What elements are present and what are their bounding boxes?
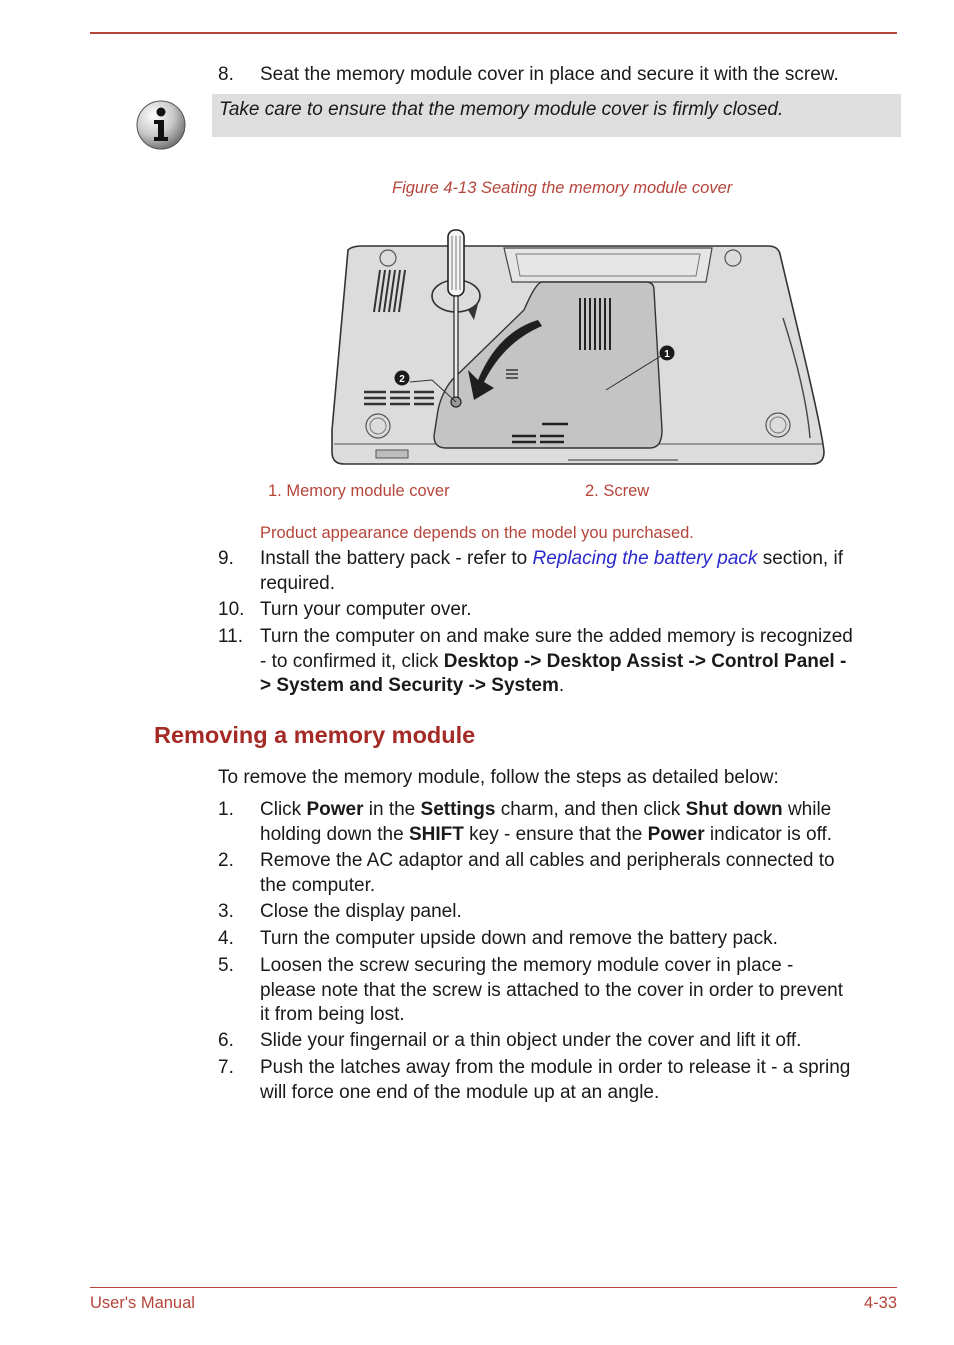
step-number: 11. (218, 626, 244, 647)
footer-manual-title: User's Manual (90, 1294, 195, 1312)
figure-caption: Figure 4-13 Seating the memory module cover (392, 179, 733, 197)
replacing-battery-pack-link[interactable]: Replacing the battery pack (532, 548, 758, 569)
step-text: Slide your fingernail or a thin object under the cover and lift it off. (260, 1030, 802, 1051)
step-text: Click Power in the Settings charm, and then click Shut down while holding down the SHIFT key - ensure that the Power indicator is off. (260, 799, 833, 845)
step-number: 6. (218, 1030, 234, 1051)
step-text: Loosen the screw securing the memory module cover in place - please note that the screw is attached to the cover in order to prevent it from being lost. (260, 955, 844, 1025)
step-text: Remove the AC adaptor and all cables and peripherals connected to the computer. (260, 850, 835, 896)
header-rule (90, 32, 897, 34)
step-number: 2. (218, 850, 234, 871)
step-number: 3. (218, 901, 234, 922)
svg-text:1: 1 (664, 349, 670, 360)
step-number: 10. (218, 599, 245, 620)
step-text: Close the display panel. (260, 901, 462, 922)
step-number: 9. (218, 548, 234, 569)
svg-text:2: 2 (399, 374, 405, 385)
step-text: Push the latches away from the module in order to release it - a spring will force one end of the module up at an angle. (260, 1057, 851, 1103)
footer-rule (90, 1287, 897, 1288)
footer-page-number: 4-33 (863, 1294, 897, 1312)
step-text: Install the battery pack - refer to Replacing the battery pack section, if required. (260, 548, 843, 594)
step-text: Turn the computer on and make sure the added memory is recognized - to confirmed it, click Desktop -> Desktop Assist -> Control Panel - > System and Security -> System. (260, 626, 853, 696)
note-text: Take care to ensure that the memory module cover is firmly closed. (219, 99, 784, 120)
info-icon (135, 99, 187, 151)
legend-memory-module-cover: 1. Memory module cover (268, 482, 450, 500)
section-intro: To remove the memory module, follow the steps as detailed below: (218, 767, 779, 788)
laptop-bottom-illustration (328, 220, 828, 472)
step-text: Turn your computer over. (260, 599, 472, 620)
step-number: 4. (218, 928, 234, 949)
callout-1 (660, 346, 675, 361)
step-number: 7. (218, 1057, 234, 1078)
step-text: Seat the memory module cover in place and secure it with the screw. (260, 64, 839, 85)
step-number: 1. (218, 799, 234, 820)
appearance-note: Product appearance depends on the model you purchased. (260, 524, 694, 542)
step-text: Turn the computer upside down and remove the battery pack. (260, 928, 778, 949)
step-number: 5. (218, 955, 234, 976)
callout-2 (395, 371, 410, 386)
step-number: 8. (218, 64, 234, 85)
section-heading: Removing a memory module (154, 722, 476, 748)
legend-screw: 2. Screw (585, 482, 650, 500)
